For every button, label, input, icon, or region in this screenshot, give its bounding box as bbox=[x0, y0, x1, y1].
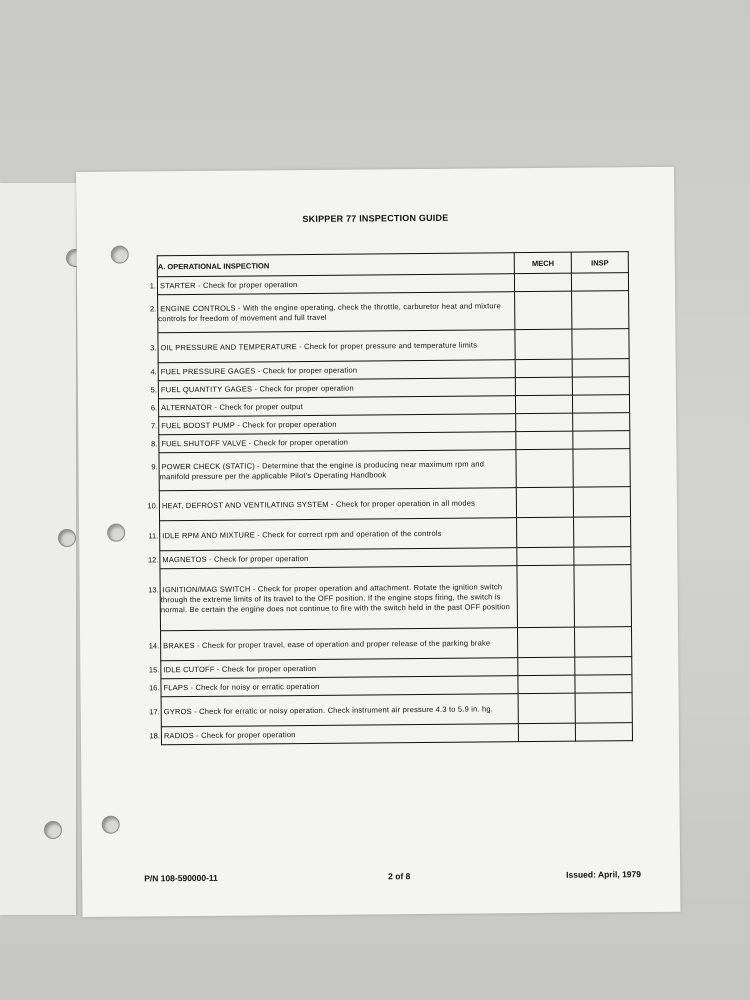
insp-signoff-cell[interactable] bbox=[575, 627, 632, 657]
inspection-item bbox=[148, 518, 518, 551]
page-number: 2 of 8 bbox=[388, 871, 411, 882]
table-row bbox=[161, 723, 632, 745]
item-text: FLAPS - Check for noisy or erratic operation bbox=[163, 681, 320, 692]
insp-signoff-cell[interactable] bbox=[572, 377, 629, 395]
underlying-page bbox=[0, 183, 76, 915]
item-text: IGNITION/MAG SWITCH - Check for proper operation and attachment. Rotate the ignition switch through the extreme limits of its travel to the OFF position. If the engine stops firing, the switch is normal. Be certain the engine does not continue to fire with the switch held in the past OFF position bbox=[160, 581, 510, 614]
insp-signoff-cell[interactable] bbox=[574, 517, 631, 547]
insp-signoff-cell[interactable] bbox=[573, 431, 630, 449]
mech-signoff-cell[interactable] bbox=[515, 329, 572, 359]
part-number: P/N 108-590000-11 bbox=[144, 872, 218, 884]
table-row bbox=[159, 449, 630, 491]
item-text: IDLE CUTOFF - Check for proper operation bbox=[163, 663, 317, 674]
binder-hole bbox=[107, 524, 125, 542]
insp-signoff-cell[interactable] bbox=[575, 657, 632, 675]
insp-signoff-cell[interactable] bbox=[575, 693, 632, 723]
item-number: 7. bbox=[150, 420, 158, 430]
table-row bbox=[158, 291, 629, 333]
mech-signoff-cell[interactable] bbox=[518, 675, 575, 693]
inspection-item bbox=[149, 694, 519, 727]
insp-signoff-cell[interactable] bbox=[573, 395, 630, 413]
insp-signoff-cell[interactable] bbox=[575, 723, 632, 741]
item-number: 1. bbox=[149, 280, 157, 290]
item-number: 13. bbox=[148, 584, 159, 594]
item-number: 10. bbox=[147, 500, 158, 510]
mech-signoff-cell[interactable] bbox=[516, 395, 573, 413]
item-text: FUEL SHUTOFF VALVE - Check for proper operation bbox=[161, 437, 349, 448]
binder-hole bbox=[58, 529, 76, 547]
mech-signoff-cell[interactable] bbox=[517, 517, 574, 547]
mech-signoff-cell[interactable] bbox=[516, 449, 573, 487]
table-row bbox=[158, 329, 629, 363]
inspection-item bbox=[149, 724, 518, 745]
insp-signoff-cell[interactable] bbox=[574, 565, 631, 627]
item-number: 14. bbox=[148, 640, 160, 650]
item-number: 5. bbox=[150, 384, 157, 394]
insp-signoff-cell[interactable] bbox=[572, 359, 629, 377]
mech-signoff-cell[interactable] bbox=[516, 431, 573, 449]
inspection-item bbox=[149, 292, 516, 333]
mech-signoff-cell[interactable] bbox=[519, 723, 576, 741]
inspection-item bbox=[148, 566, 518, 631]
insp-signoff-cell[interactable] bbox=[573, 449, 630, 487]
table-row bbox=[160, 517, 631, 551]
item-text: HEAT, DEFROST AND VENTILATING SYSTEM - Check for proper operation in all modes bbox=[161, 498, 476, 510]
mech-signoff-cell[interactable] bbox=[518, 657, 575, 675]
item-text: ALTERNATOR - Check for proper output bbox=[161, 401, 303, 412]
item-number: 15. bbox=[148, 664, 160, 674]
binder-hole bbox=[102, 816, 120, 834]
item-text: IDLE RPM AND MIXTURE - Check for correct rpm and operation of the controls bbox=[162, 528, 442, 540]
inspection-guide-page bbox=[76, 167, 680, 917]
section-title: A. OPERATIONAL INSPECTION bbox=[157, 253, 514, 277]
binder-hole bbox=[111, 246, 129, 264]
item-number: 9. bbox=[151, 461, 158, 471]
mech-signoff-cell[interactable] bbox=[515, 359, 572, 377]
item-number: 17. bbox=[149, 706, 160, 716]
item-text: MAGNETOS - Check for proper operation bbox=[162, 553, 309, 564]
item-text: FUEL QUANTITY GAGES - Check for proper operation bbox=[160, 383, 354, 394]
table-row bbox=[159, 487, 630, 521]
item-number: 16. bbox=[149, 682, 160, 692]
item-number: 3. bbox=[150, 342, 157, 352]
column-header-mech: MECH bbox=[515, 252, 572, 273]
item-text: STARTER - Check for proper operation bbox=[159, 279, 298, 290]
table-row bbox=[160, 565, 632, 631]
inspection-item bbox=[151, 450, 517, 491]
item-number: 12. bbox=[147, 554, 159, 564]
page-title: SKIPPER 77 INSPECTION GUIDE bbox=[302, 212, 449, 225]
insp-signoff-cell[interactable] bbox=[572, 329, 629, 359]
binder-hole bbox=[44, 821, 62, 839]
item-number: 11. bbox=[148, 530, 159, 540]
item-text: OIL PRESSURE AND TEMPERATURE - Check for proper pressure and temperature limits bbox=[160, 340, 478, 352]
column-header-insp: INSP bbox=[571, 252, 628, 273]
item-number: 18. bbox=[149, 730, 160, 740]
table-row bbox=[161, 693, 632, 727]
mech-signoff-cell[interactable] bbox=[517, 547, 574, 565]
mech-signoff-cell[interactable] bbox=[517, 565, 574, 627]
item-text: FUEL PRESSURE GAGES - Check for proper operation bbox=[160, 365, 358, 376]
mech-signoff-cell[interactable] bbox=[516, 413, 573, 431]
item-text: RADIOS - Check for proper operation bbox=[163, 729, 296, 740]
insp-signoff-cell[interactable] bbox=[572, 291, 629, 329]
insp-signoff-cell[interactable] bbox=[573, 487, 630, 517]
table-row bbox=[161, 627, 632, 661]
mech-signoff-cell[interactable] bbox=[518, 693, 575, 723]
mech-signoff-cell[interactable] bbox=[515, 291, 572, 329]
mech-signoff-cell[interactable] bbox=[516, 377, 573, 395]
item-number: 4. bbox=[150, 366, 157, 376]
insp-signoff-cell[interactable] bbox=[575, 675, 632, 693]
insp-signoff-cell[interactable] bbox=[572, 273, 629, 291]
item-text: GYROS - Check for erratic or noisy operation. Check instrument air pressure 4.3 to 5.9 in. hg. bbox=[163, 703, 494, 716]
inspection-item bbox=[150, 330, 516, 363]
insp-signoff-cell[interactable] bbox=[574, 547, 631, 565]
item-text: FUEL BOOST PUMP - Check for proper operation bbox=[161, 419, 337, 430]
item-number: 6. bbox=[150, 402, 158, 412]
issued-date: Issued: April, 1979 bbox=[566, 869, 642, 880]
item-number: 8. bbox=[151, 438, 158, 448]
mech-signoff-cell[interactable] bbox=[515, 273, 572, 291]
inspection-item bbox=[148, 628, 519, 661]
inspection-table bbox=[147, 251, 633, 745]
mech-signoff-cell[interactable] bbox=[517, 487, 574, 517]
insp-signoff-cell[interactable] bbox=[573, 413, 630, 431]
mech-signoff-cell[interactable] bbox=[518, 627, 575, 657]
item-text: POWER CHECK (STATIC) - Determine that the engine is producing near maximum rpm and manifold pressure per the applicable Pilot's Operating Handbook bbox=[159, 458, 485, 481]
item-number: 2. bbox=[149, 303, 157, 313]
item-text: BRAKES - Check for proper travel, ease of operation and proper release of the parking brake bbox=[163, 637, 491, 650]
item-text: ENGINE CONTROLS - With the engine operating, check the throttle, carburetor heat and mixture controls for freedom of movement and full travel bbox=[158, 300, 501, 323]
inspection-item bbox=[147, 488, 517, 521]
